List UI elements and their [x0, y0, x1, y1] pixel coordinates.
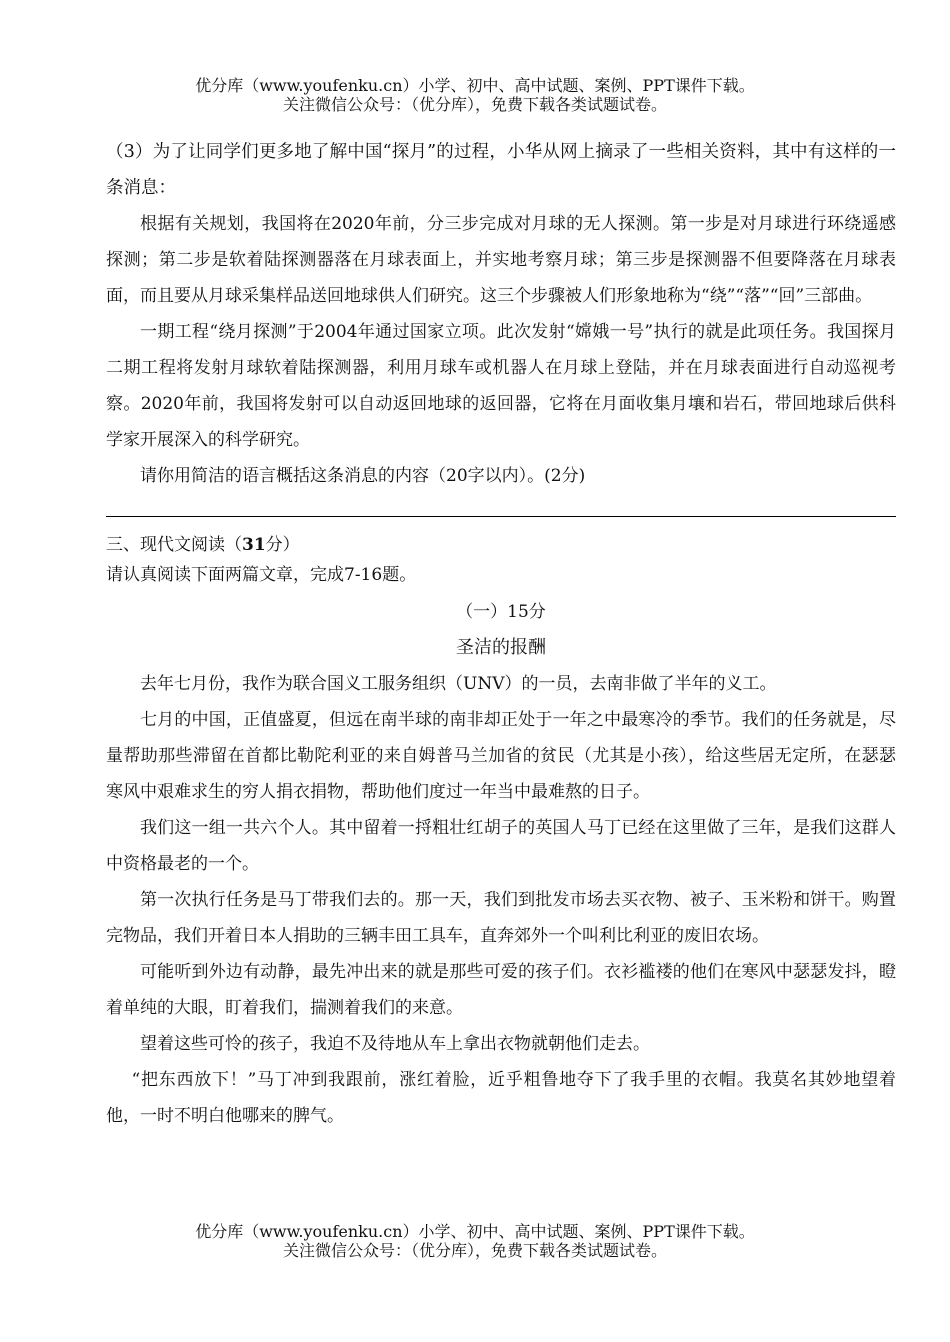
article-title: 圣洁的报酬	[456, 637, 546, 658]
article-part-label: （一）15分	[456, 602, 546, 622]
article-paragraph: “把东西放下！”马丁冲到我跟前，涨红着脸，近乎粗鲁地夺下了我手里的衣帽。我莫名其妙地望着他，一时不明白他哪来的脾气。	[106, 1070, 896, 1126]
question-3-intro: （3）为了让同学们更多地了解中国“探月”的过程，小华从网上摘录了一些相关资料，其中有这样的一条消息：	[106, 142, 896, 198]
article-paragraph: 去年七月份，我作为联合国义工服务组织（UNV）的一员，去南非做了半年的义工。	[140, 674, 777, 694]
header-line-2: 关注微信公众号：（优分库），免费下载各类试题试卷。	[282, 95, 667, 114]
section-3-label: 三、现代文阅读（	[106, 535, 242, 555]
article-paragraph: 我们这一组一共六个人。其中留着一捋粗壮红胡子的英国人马丁已经在这里做了三年，是我们这群人中资格最老的一个。	[106, 818, 896, 874]
news-paragraph-1: 根据有关规划，我国将在2020年前，分三步完成对月球的无人探测。第一步是对月球进行环绕遥感探测；第二步是软着陆探测器落在月球表面上，并实地考察月球；第三步是探测器不但要降落在月球表面，而且要从月球采集样品送回地球供人们研究。这三个步骤被人们形象地称为“绕”“落”“回”三部曲。	[106, 214, 896, 306]
question-3-prompt: 请你用简洁的语言概括这条消息的内容（20字以内）。(2分)	[140, 466, 586, 486]
header-line-1: 优分库（www.youfenku.cn）小学、初中、高中试题、案例、PPT课件下载。	[195, 76, 755, 95]
page-footer	[0, 1222, 950, 1260]
page-content	[106, 134, 896, 1134]
section-3-heading	[106, 530, 896, 560]
footer-line-2: 关注微信公众号：（优分库），免费下载各类试题试卷。	[282, 1241, 667, 1260]
section-3-score: 31	[242, 535, 266, 555]
article-paragraph: 七月的中国，正值盛夏，但远在南半球的南非却正处于一年之中最寒冷的季节。我们的任务就是，尽量帮助那些滞留在首都比勒陀利亚的来自姆普马兰加省的贫民（尤其是小孩），给这些居无定所，在瑟瑟寒风中艰难求生的穷人捐衣捐物，帮助他们度过一年当中最难熬的日子。	[106, 710, 896, 802]
article-paragraph: 望着这些可怜的孩子，我迫不及待地从车上拿出衣物就朝他们走去。	[140, 1034, 650, 1054]
article-paragraph: 可能听到外边有动静，最先冲出来的就是那些可爱的孩子们。衣衫褴褛的他们在寒风中瑟瑟发抖，瞪着单纯的大眼，盯着我们，揣测着我们的来意。	[106, 962, 896, 1018]
section-3-instruction: 请认真阅读下面两篇文章，完成7-16题。	[106, 565, 417, 585]
news-paragraph-2: 一期工程“绕月探测”于2004年通过国家立项。此次发射“嫦娥一号”执行的就是此项任务。我国探月二期工程将发射月球软着陆探测器，利用月球车或机器人在月球上登陆，并在月球表面进行自动巡视考察。2020年前，我国将发射可以自动返回地球的返回器，它将在月面收集月壤和岩石，带回地球后供科学家开展深入的科学研究。	[106, 322, 896, 450]
article-paragraph: 第一次执行任务是马丁带我们去的。那一天，我们到批发市场去买衣物、被子、玉米粉和饼干。购置完物品，我们开着日本人捐助的三辆丰田工具车，直奔郊外一个叫利比利亚的废旧农场。	[106, 890, 896, 946]
section-divider	[106, 516, 896, 517]
page-header	[0, 76, 950, 114]
footer-line-1: 优分库（www.youfenku.cn）小学、初中、高中试题、案例、PPT课件下载。	[195, 1222, 755, 1241]
section-3-suffix: 分）	[265, 535, 300, 555]
